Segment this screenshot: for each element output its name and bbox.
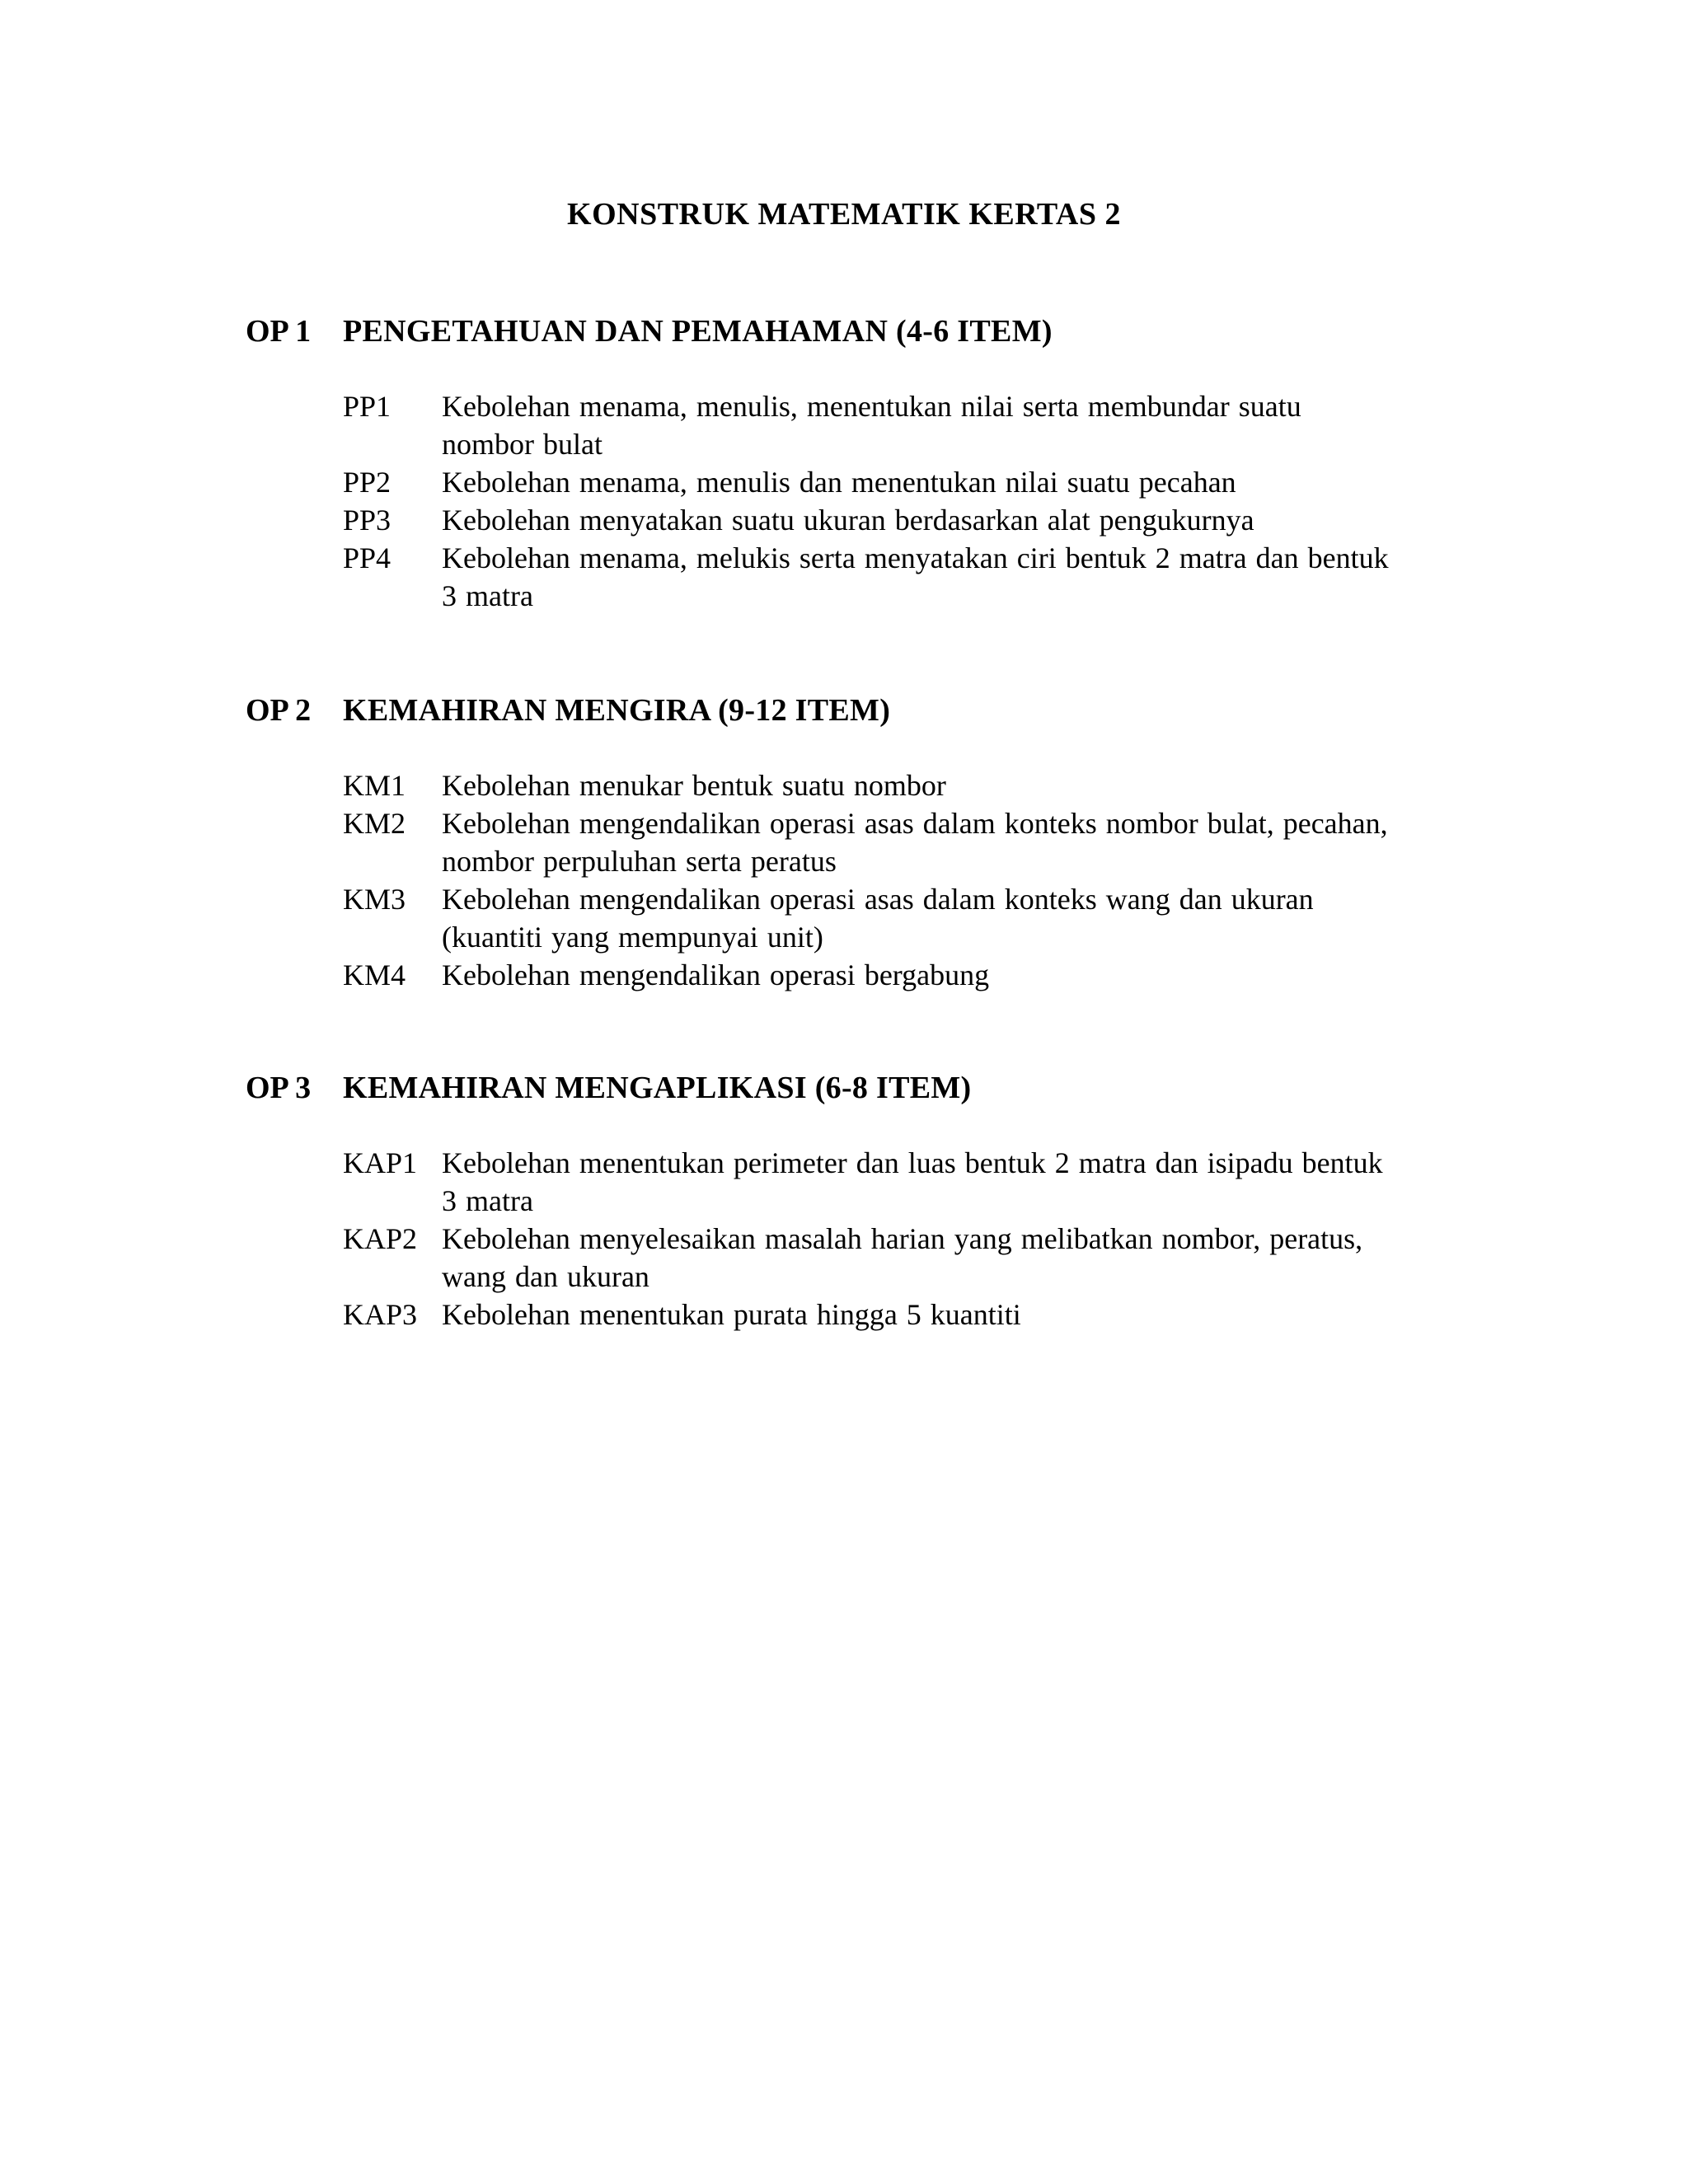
- section-code: OP 2: [246, 693, 312, 728]
- list-item: [0, 501, 1688, 539]
- item-text: Kebolehan menukar bentuk suatu nombor: [442, 769, 946, 802]
- item-code: KAP1: [343, 1146, 418, 1179]
- item-text: Kebolehan mengendalikan operasi asas dalam konteks nombor bulat, pecahan, nombor perpuluhan serta peratus: [442, 807, 1388, 878]
- section-op1: [0, 312, 1688, 615]
- section-code: OP 1: [246, 314, 312, 349]
- item-text: Kebolehan menama, menulis dan menentukan nilai suatu pecahan: [442, 466, 1236, 499]
- list-item: [0, 956, 1688, 994]
- item-code: PP2: [343, 466, 392, 499]
- item-text: Kebolehan mengendalikan operasi bergabung: [442, 958, 990, 991]
- section-title: PENGETAHUAN DAN PEMAHAMAN (4-6 ITEM): [343, 314, 1053, 349]
- list-item: [0, 539, 1688, 615]
- item-code: KM4: [343, 958, 406, 991]
- section-heading: [0, 1068, 1688, 1108]
- list-item: [0, 880, 1688, 956]
- list-item: [0, 804, 1688, 880]
- section-heading: [0, 312, 1688, 351]
- item-code: KM1: [343, 769, 406, 802]
- item-text: Kebolehan mengendalikan operasi asas dalam konteks wang dan ukuran (kuantiti yang mempunyai unit): [442, 883, 1314, 954]
- section-op2: [0, 691, 1688, 994]
- list-item: [0, 387, 1688, 463]
- list-item: [0, 1144, 1688, 1220]
- item-code: PP4: [343, 541, 392, 574]
- item-text: Kebolehan menama, menulis, menentukan nilai serta membundar suatu nombor bulat: [442, 390, 1301, 461]
- section-item-list: [0, 1144, 1688, 1333]
- item-text: Kebolehan menentukan purata hingga 5 kuantiti: [442, 1298, 1021, 1331]
- section-heading: [0, 691, 1688, 730]
- section-code: OP 3: [246, 1071, 312, 1105]
- section-item-list: [0, 766, 1688, 994]
- section-op3: [0, 1068, 1688, 1333]
- item-code: KAP2: [343, 1222, 418, 1255]
- list-item: [0, 1220, 1688, 1296]
- item-text: Kebolehan menama, melukis serta menyatakan ciri bentuk 2 matra dan bentuk 3 matra: [442, 541, 1389, 612]
- section-item-list: [0, 387, 1688, 615]
- item-code: KAP3: [343, 1298, 418, 1331]
- item-text: Kebolehan menentukan perimeter dan luas bentuk 2 matra dan isipadu bentuk 3 matra: [442, 1146, 1383, 1217]
- item-text: Kebolehan menyatakan suatu ukuran berdasarkan alat pengukurnya: [442, 504, 1254, 537]
- item-code: KM2: [343, 807, 406, 840]
- section-title: KEMAHIRAN MENGIRA (9-12 ITEM): [343, 693, 891, 728]
- document-title: KONSTRUK MATEMATIK KERTAS 2: [567, 197, 1121, 232]
- item-text: Kebolehan menyelesaikan masalah harian yang melibatkan nombor, peratus, wang dan ukuran: [442, 1222, 1363, 1293]
- list-item: [0, 766, 1688, 804]
- section-title: KEMAHIRAN MENGAPLIKASI (6-8 ITEM): [343, 1071, 972, 1105]
- list-item: [0, 463, 1688, 501]
- list-item: [0, 1296, 1688, 1333]
- item-code: PP3: [343, 504, 392, 537]
- item-code: KM3: [343, 883, 406, 916]
- item-code: PP1: [343, 390, 392, 423]
